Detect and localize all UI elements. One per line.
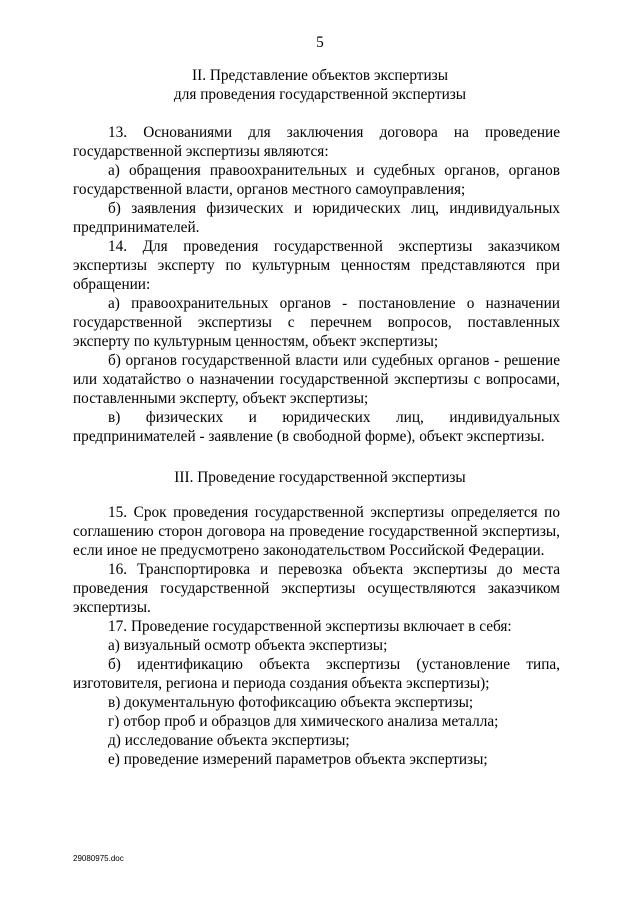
paragraph-14: 14. Для проведения государственной экспертизы заказчиком экспертизы эксперту по культурным ценностям представляются при обращении: [73, 238, 560, 293]
file-name-footer: 29080975.doc [73, 854, 124, 863]
paragraph-13a: а) обращения правоохранительных и судебных органов, органов государственной власти, органов местного самоуправления; [73, 162, 560, 198]
paragraph-13: 13. Основаниями для заключения договора на проведение государственной экспертизы являются: [73, 124, 560, 160]
section-2-body [73, 123, 560, 446]
paragraph-17e: д) исследование объекта экспертизы; [108, 732, 350, 749]
paragraph-17b: б) идентификацию объекта экспертизы (установление типа, изготовителя, региона и периода создания объекта экспертизы); [73, 656, 560, 692]
section-3-body [73, 503, 560, 769]
paragraph-17c: в) документальную фотофиксацию объекта экспертизы; [108, 694, 474, 711]
paragraph-13b: б) заявления физических и юридических лиц, индивидуальных предпринимателей. [73, 200, 560, 236]
page-number: 5 [316, 34, 324, 51]
paragraph-14c: в) физических и юридических лиц, индивидуальных предпринимателей - заявление (в свободной форме), объект экспертизы. [73, 409, 560, 445]
section-2-heading [0, 66, 640, 104]
paragraph-17f: е) проведение измерений параметров объекта экспертизы; [108, 751, 488, 768]
paragraph-16: 16. Транспортировка и перевозка объекта экспертизы до места проведения государственной экспертизы осуществляются заказчиком экспертизы. [73, 561, 560, 616]
section-2-title-line-1: II. Представление объектов экспертизы [192, 67, 448, 84]
paragraph-14b: б) органов государственной власти или судебных органов - решение или ходатайство о назначении государственной экспертизы с вопросами, поставленными эксперту, объект экспертизы; [73, 352, 560, 407]
paragraph-15: 15. Срок проведения государственной экспертизы определяется по соглашению сторон договора на проведение государственной экспертизы, если иное не предусмотрено законодательством Российской Федерации. [73, 504, 560, 559]
paragraph-14a: а) правоохранительных органов - постановление о назначении государственной экспертизы с перечнем вопросов, поставленных эксперту по культурным ценностям, объект экспертизы; [73, 295, 560, 350]
paragraph-17d: г) отбор проб и образцов для химического анализа металла; [108, 713, 499, 730]
section-3-heading: III. Проведение государственной экспертизы [174, 469, 466, 486]
paragraph-17a: а) визуальный осмотр объекта экспертизы; [108, 637, 388, 654]
section-2-title-line-2: для проведения государственной экспертизы [173, 86, 467, 103]
paragraph-17: 17. Проведение государственной экспертизы включает в себя: [108, 618, 512, 635]
